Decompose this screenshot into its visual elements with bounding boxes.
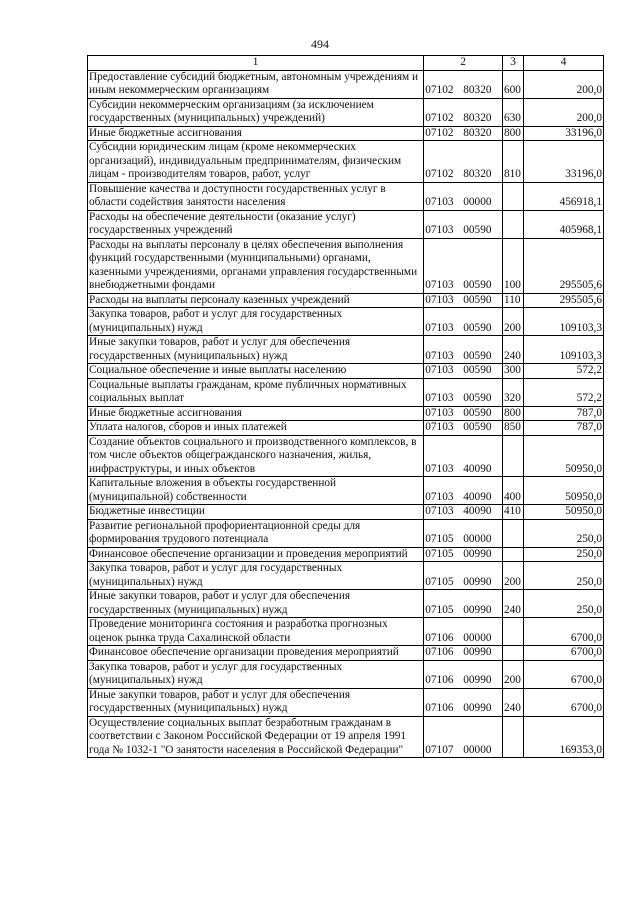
row-code-direction: 00590	[463, 349, 492, 362]
row-code-direction: 00990	[463, 646, 492, 658]
row-name: Закупка товаров, работ и услуг для государственных (муниципальных) нужд	[88, 660, 424, 688]
row-code-direction: 00000	[463, 631, 492, 644]
row-amount: 572,2	[524, 364, 604, 379]
table-row	[88, 646, 604, 661]
row-name: Иные бюджетные ассигнования	[88, 126, 424, 141]
row-code-direction: 00000	[463, 533, 492, 545]
row-code-program: 07103	[425, 364, 454, 376]
row-code-program: 07102	[425, 84, 454, 96]
row-code	[424, 336, 503, 364]
row-code-direction: 00990	[463, 575, 492, 588]
row-name: Предоставление субсидий бюджетным, автономным учреждениям и иным некоммерческим организациям	[88, 70, 424, 98]
row-code	[424, 70, 503, 98]
row-code-program: 07103	[425, 196, 454, 208]
header-col-2: 2	[424, 56, 503, 71]
header-row	[88, 56, 604, 71]
row-amount: 250,0	[524, 562, 604, 590]
row-code-program: 07105	[425, 533, 454, 545]
row-amount: 33196,0	[524, 141, 604, 183]
row-code-direction: 00590	[463, 321, 492, 334]
row-expense-type	[503, 182, 524, 210]
row-name: Капитальные вложения в объекты государственной (муниципальной) собственности	[88, 477, 424, 505]
row-code-program: 07103	[425, 279, 454, 291]
row-code	[424, 519, 503, 547]
row-code	[424, 182, 503, 210]
row-code-direction: 00590	[463, 392, 492, 404]
row-expense-type: 800	[503, 406, 524, 421]
row-code	[424, 98, 503, 126]
row-code-program: 07105	[425, 547, 454, 560]
row-name: Закупка товаров, работ и услуг для государственных (муниципальных) нужд	[88, 562, 424, 590]
table-row	[88, 70, 604, 98]
row-amount: 50950,0	[524, 477, 604, 505]
row-amount: 405968,1	[524, 210, 604, 238]
row-code-direction: 80320	[463, 112, 492, 124]
row-expense-type: 200	[503, 562, 524, 590]
row-amount: 456918,1	[524, 182, 604, 210]
row-expense-type: 200	[503, 660, 524, 688]
table-row	[88, 126, 604, 141]
row-code-program: 07102	[425, 126, 454, 139]
table-row	[88, 688, 604, 716]
row-code-program: 07106	[425, 702, 454, 714]
row-expense-type: 400	[503, 477, 524, 505]
row-code	[424, 505, 503, 520]
row-amount: 6700,0	[524, 688, 604, 716]
row-name: Социальные выплаты гражданам, кроме публичных нормативных социальных выплат	[88, 378, 424, 406]
row-code	[424, 562, 503, 590]
row-code-direction: 00590	[463, 293, 492, 306]
row-amount: 250,0	[524, 547, 604, 562]
row-expense-type: 410	[503, 505, 524, 520]
row-code	[424, 660, 503, 688]
row-code-direction: 80320	[463, 126, 492, 139]
header-col-4: 4	[524, 56, 604, 71]
table-row	[88, 141, 604, 183]
row-amount: 33196,0	[524, 126, 604, 141]
table-row	[88, 590, 604, 618]
row-code	[424, 308, 503, 336]
row-amount: 295505,6	[524, 238, 604, 293]
row-amount: 250,0	[524, 519, 604, 547]
table-row	[88, 406, 604, 421]
row-code	[424, 126, 503, 141]
row-name: Проведение мониторинга состояния и разработка прогнозных оценок рынка труда Сахалинской области	[88, 618, 424, 646]
row-expense-type: 240	[503, 688, 524, 716]
row-name: Субсидии некоммерческим организациям (за исключением государственных (муниципальных) учреждений)	[88, 98, 424, 126]
row-name: Финансовое обеспечение организации проведения мероприятий	[88, 646, 424, 661]
row-code	[424, 141, 503, 183]
row-name: Развитие региональной профориентационной среды для формирования трудового потенциала	[88, 519, 424, 547]
row-code	[424, 364, 503, 379]
row-code	[424, 238, 503, 293]
row-code-direction: 00990	[463, 547, 492, 560]
row-amount: 572,2	[524, 378, 604, 406]
table-row	[88, 505, 604, 520]
table-row	[88, 562, 604, 590]
row-code-direction: 40090	[463, 505, 492, 517]
row-name: Иные закупки товаров, работ и услуг для обеспечения государственных (муниципальных) нужд	[88, 590, 424, 618]
row-amount: 169353,0	[524, 716, 604, 758]
row-code	[424, 293, 503, 308]
row-name: Бюджетные инвестиции	[88, 505, 424, 520]
row-name: Расходы на обеспечение деятельности (оказание услуг) государственных учреждений	[88, 210, 424, 238]
row-expense-type: 200	[503, 308, 524, 336]
row-amount: 50950,0	[524, 505, 604, 520]
table-row	[88, 519, 604, 547]
row-code-program: 07103	[425, 406, 454, 419]
table-row	[88, 98, 604, 126]
table-row	[88, 477, 604, 505]
row-code-direction: 00000	[463, 743, 492, 756]
row-amount: 250,0	[524, 590, 604, 618]
row-code-program: 07103	[425, 224, 454, 236]
row-code-program: 07102	[425, 168, 454, 180]
row-code-direction: 00990	[463, 702, 492, 714]
row-expense-type: 240	[503, 336, 524, 364]
row-amount: 109103,3	[524, 308, 604, 336]
table-row	[88, 336, 604, 364]
row-expense-type	[503, 519, 524, 547]
table-row	[88, 238, 604, 293]
row-name: Уплата налогов, сборов и иных платежей	[88, 421, 424, 436]
row-code	[424, 547, 503, 562]
row-code	[424, 421, 503, 436]
row-amount: 295505,6	[524, 293, 604, 308]
row-expense-type: 850	[503, 421, 524, 436]
row-code	[424, 435, 503, 477]
row-name: Финансовое обеспечение организации и проведения мероприятий	[88, 547, 424, 562]
row-name: Иные бюджетные ассигнования	[88, 406, 424, 421]
row-code-program: 07103	[425, 293, 454, 306]
row-code-direction: 00590	[463, 406, 492, 419]
row-code-direction: 00990	[463, 603, 492, 616]
row-amount: 109103,3	[524, 336, 604, 364]
row-code-program: 07102	[425, 112, 454, 124]
row-code-program: 07106	[425, 646, 454, 658]
row-name: Расходы на выплаты персоналу казенных учреждений	[88, 293, 424, 308]
row-code-program: 07103	[425, 462, 454, 475]
table-row	[88, 618, 604, 646]
row-code-program: 07103	[425, 321, 454, 334]
row-code-program: 07107	[425, 743, 454, 756]
row-name: Иные закупки товаров, работ и услуг для обеспечения государственных (муниципальных) нужд	[88, 336, 424, 364]
table-row	[88, 378, 604, 406]
budget-table	[87, 55, 604, 758]
table-row	[88, 364, 604, 379]
row-code	[424, 378, 503, 406]
table-row	[88, 182, 604, 210]
row-expense-type: 630	[503, 98, 524, 126]
row-code-direction: 40090	[463, 490, 492, 503]
row-code-program: 07103	[425, 421, 454, 433]
row-name: Закупка товаров, работ и услуг для государственных (муниципальных) нужд	[88, 308, 424, 336]
row-amount: 200,0	[524, 98, 604, 126]
row-expense-type	[503, 210, 524, 238]
table-row	[88, 660, 604, 688]
row-code-direction: 00590	[463, 364, 492, 376]
row-code-program: 07103	[425, 505, 454, 517]
row-code-program: 07106	[425, 674, 454, 686]
page-number: 494	[311, 37, 329, 51]
row-code	[424, 477, 503, 505]
row-name: Повышение качества и доступности государственных услуг в области содействия занятости населения	[88, 182, 424, 210]
row-expense-type: 810	[503, 141, 524, 183]
row-expense-type: 300	[503, 364, 524, 379]
row-code	[424, 688, 503, 716]
row-code-program: 07103	[425, 349, 454, 362]
row-amount: 787,0	[524, 406, 604, 421]
row-code-direction: 80320	[463, 168, 492, 180]
row-amount: 6700,0	[524, 660, 604, 688]
row-amount: 787,0	[524, 421, 604, 436]
row-expense-type: 240	[503, 590, 524, 618]
row-amount: 6700,0	[524, 618, 604, 646]
row-expense-type: 320	[503, 378, 524, 406]
table-row	[88, 547, 604, 562]
row-code	[424, 646, 503, 661]
row-name: Социальное обеспечение и иные выплаты населению	[88, 364, 424, 379]
row-code-direction: 00590	[463, 224, 492, 236]
row-code-program: 07105	[425, 575, 454, 588]
row-code-program: 07105	[425, 603, 454, 616]
row-code	[424, 618, 503, 646]
row-expense-type	[503, 646, 524, 661]
row-expense-type	[503, 716, 524, 758]
row-expense-type	[503, 547, 524, 562]
row-code-direction: 40090	[463, 462, 492, 475]
row-expense-type: 600	[503, 70, 524, 98]
row-code-direction: 80320	[463, 84, 492, 96]
row-name: Расходы на выплаты персоналу в целях обеспечения выполнения функций государственными (муниципальными) органами, казенными учреждениями, органами управления государственными внебюджетными фондами	[88, 238, 424, 293]
row-code-direction: 00590	[463, 421, 492, 433]
table-row	[88, 435, 604, 477]
row-code	[424, 406, 503, 421]
row-code	[424, 210, 503, 238]
header-col-1: 1	[88, 56, 424, 71]
row-name: Субсидии юридическим лицам (кроме некоммерческих организаций), индивидуальным предпринимателям, физическим лицам - производителям товаров, работ, услуг	[88, 141, 424, 183]
table-row	[88, 716, 604, 758]
row-name: Иные закупки товаров, работ и услуг для обеспечения государственных (муниципальных) нужд	[88, 688, 424, 716]
row-expense-type	[503, 618, 524, 646]
table-row	[88, 421, 604, 436]
row-amount: 50950,0	[524, 435, 604, 477]
table-row	[88, 210, 604, 238]
row-expense-type	[503, 435, 524, 477]
row-code-direction: 00000	[463, 196, 492, 208]
table-row	[88, 293, 604, 308]
row-name: Осуществление социальных выплат безработным гражданам в соответствии с Законом Российской Федерации от 19 апреля 1991 года № 1032-1 "О занятости населения в Российской Федерации"	[88, 716, 424, 758]
row-code	[424, 716, 503, 758]
row-code-program: 07103	[425, 490, 454, 503]
row-code	[424, 590, 503, 618]
row-expense-type: 110	[503, 293, 524, 308]
row-amount: 200,0	[524, 70, 604, 98]
row-amount: 6700,0	[524, 646, 604, 661]
header-col-3: 3	[503, 56, 524, 71]
row-code-program: 07106	[425, 631, 454, 644]
table-row	[88, 308, 604, 336]
row-code-program: 07103	[425, 392, 454, 404]
row-code-direction: 00590	[463, 279, 492, 291]
row-name: Создание объектов социального и производственного комплексов, в том числе объектов общегражданского назначения, жилья, инфраструктуры, и иных объектов	[88, 435, 424, 477]
row-code-direction: 00990	[463, 674, 492, 686]
row-expense-type: 100	[503, 238, 524, 293]
row-expense-type: 800	[503, 126, 524, 141]
